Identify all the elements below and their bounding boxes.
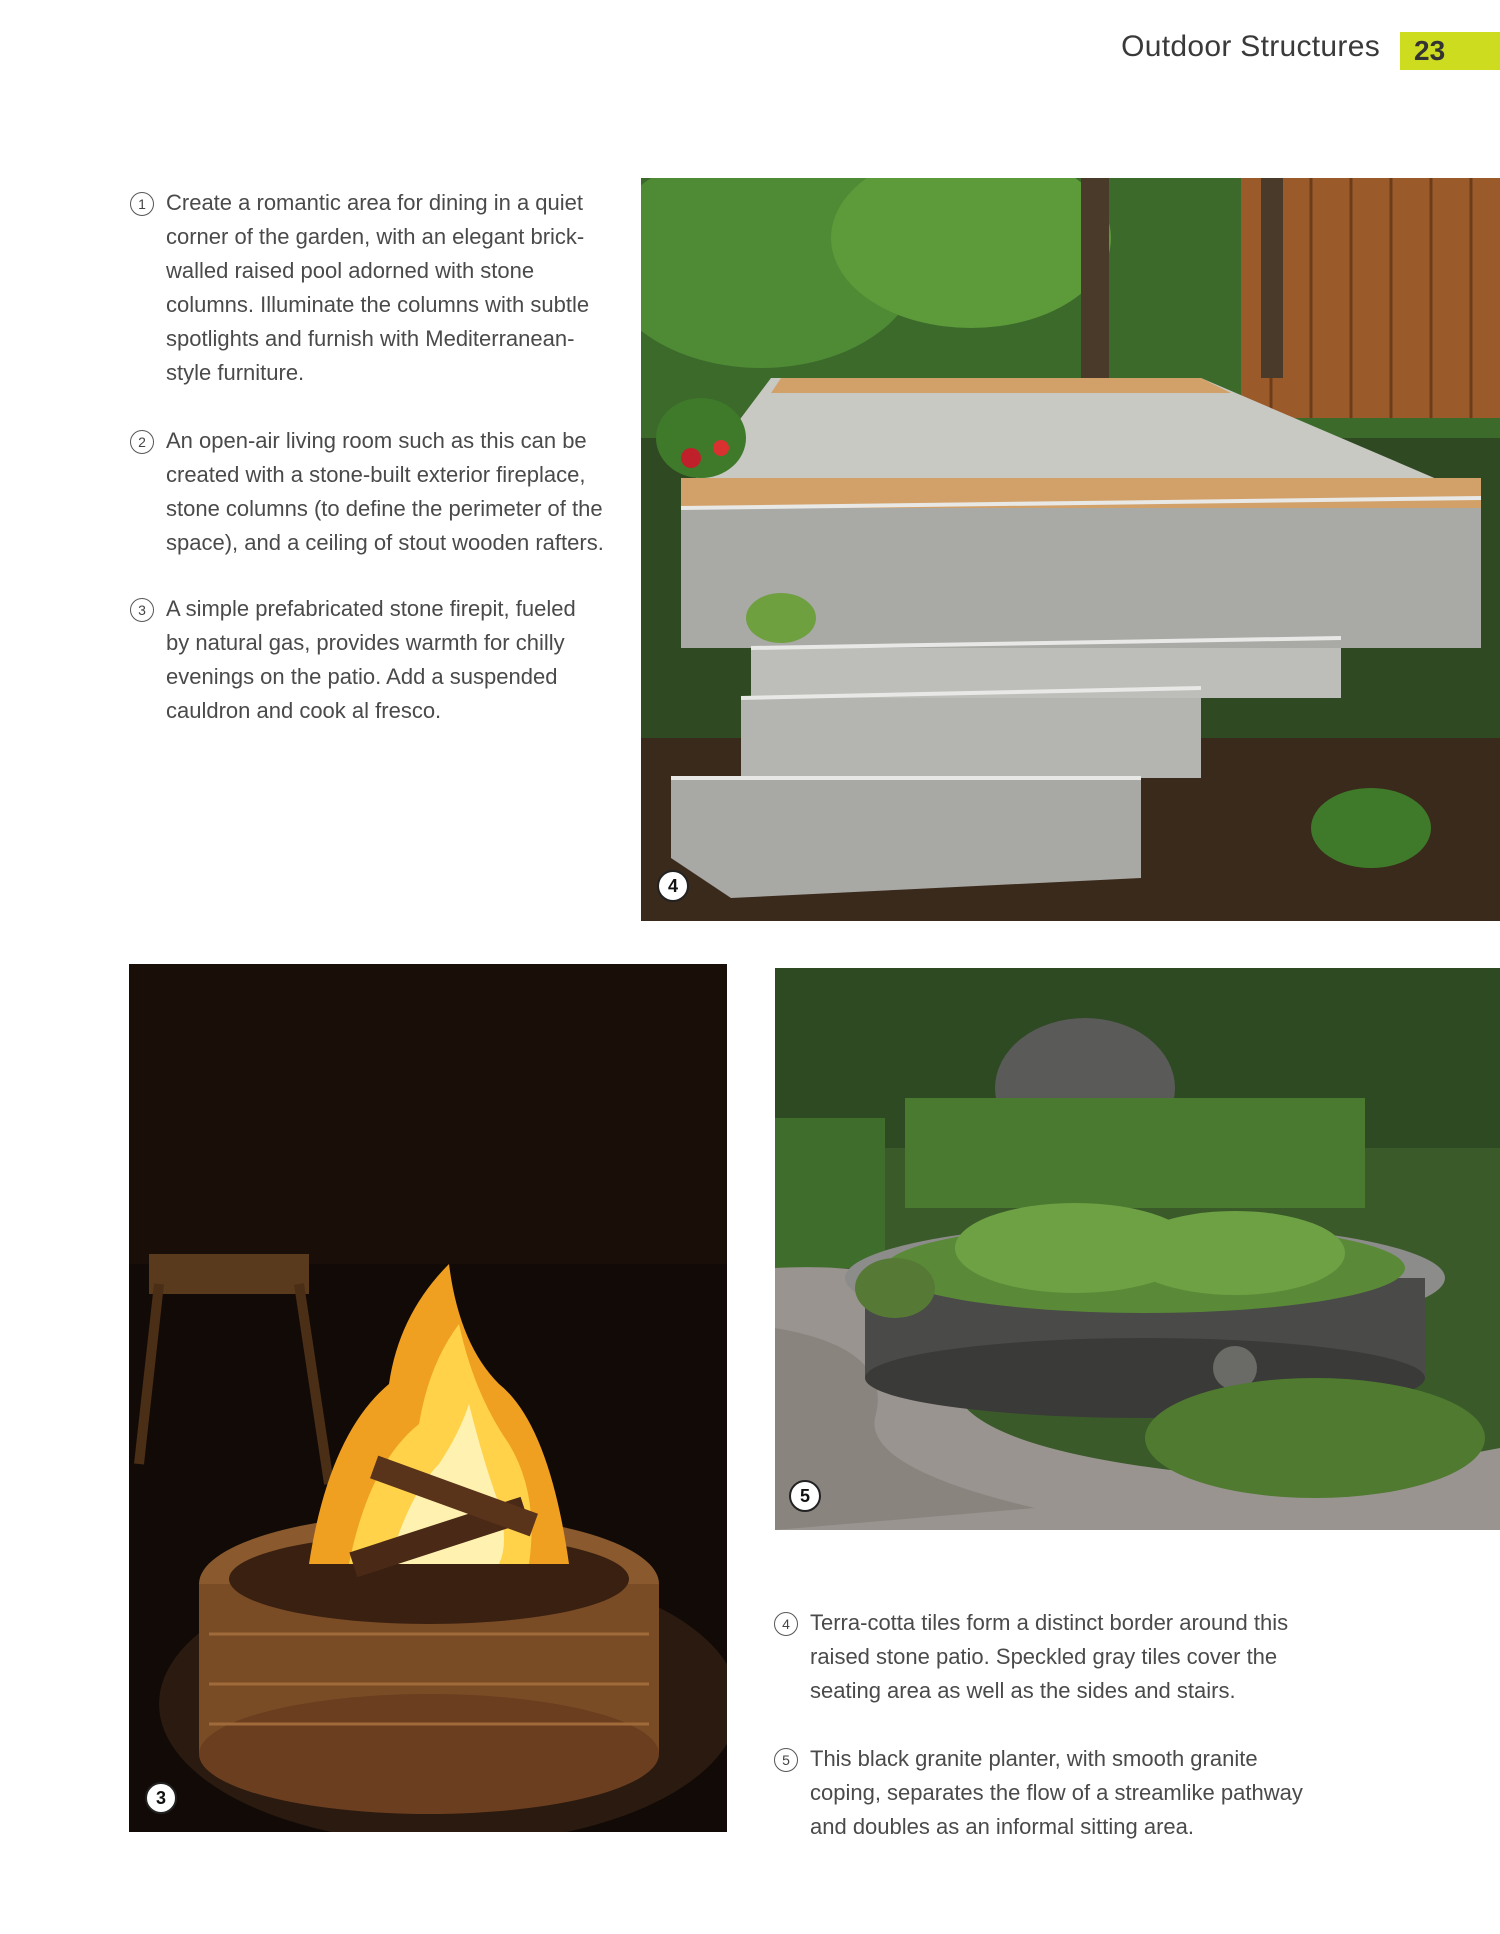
caption-number: 1 [130, 192, 154, 216]
caption-text: Create a romantic area for dining in a quiet corner of the garden, with an elegant brick-walled raised pool adorned with stone columns. Illuminate the columns with subtle spotlights and furnish with Mediterranean-style furniture. [166, 190, 590, 385]
caption-text: Terra-cotta tiles form a distinct border around this raised stone patio. Speckled gray tiles cover the seating area as well as the sides and stairs. [810, 1610, 1289, 1703]
caption-number: 4 [774, 1612, 798, 1636]
firepit-illustration [129, 964, 727, 1832]
caption-number: 3 [130, 598, 154, 622]
caption-1 [138, 186, 606, 390]
photo-stone-firepit [129, 964, 727, 1832]
caption-text: This black granite planter, with smooth granite coping, separates the flow of a streamlike pathway and doubles as an informal sitting area. [810, 1746, 1303, 1839]
photo-badge: 4 [657, 870, 689, 902]
caption-5 [782, 1742, 1310, 1844]
caption-number: 2 [130, 430, 154, 454]
section-title: Outdoor Structures [1121, 30, 1380, 63]
page-number: 23 [1400, 32, 1500, 70]
planter-illustration [775, 968, 1500, 1530]
photo-badge: 5 [789, 1480, 821, 1512]
patio-illustration [641, 178, 1500, 921]
photo-granite-planter [775, 968, 1500, 1530]
caption-4 [782, 1606, 1310, 1708]
caption-2 [138, 424, 616, 560]
caption-text: An open-air living room such as this can be created with a stone-built exterior fireplace, stone columns (to define the perimeter of the space), and a ceiling of stout wooden rafters. [166, 428, 604, 555]
photo-raised-stone-patio [641, 178, 1500, 921]
caption-number: 5 [774, 1748, 798, 1772]
caption-3 [138, 592, 596, 728]
caption-text: A simple prefabricated stone firepit, fueled by natural gas, provides warmth for chilly evenings on the patio. Add a suspended cauldron and cook al fresco. [166, 596, 576, 723]
photo-badge: 3 [145, 1782, 177, 1814]
